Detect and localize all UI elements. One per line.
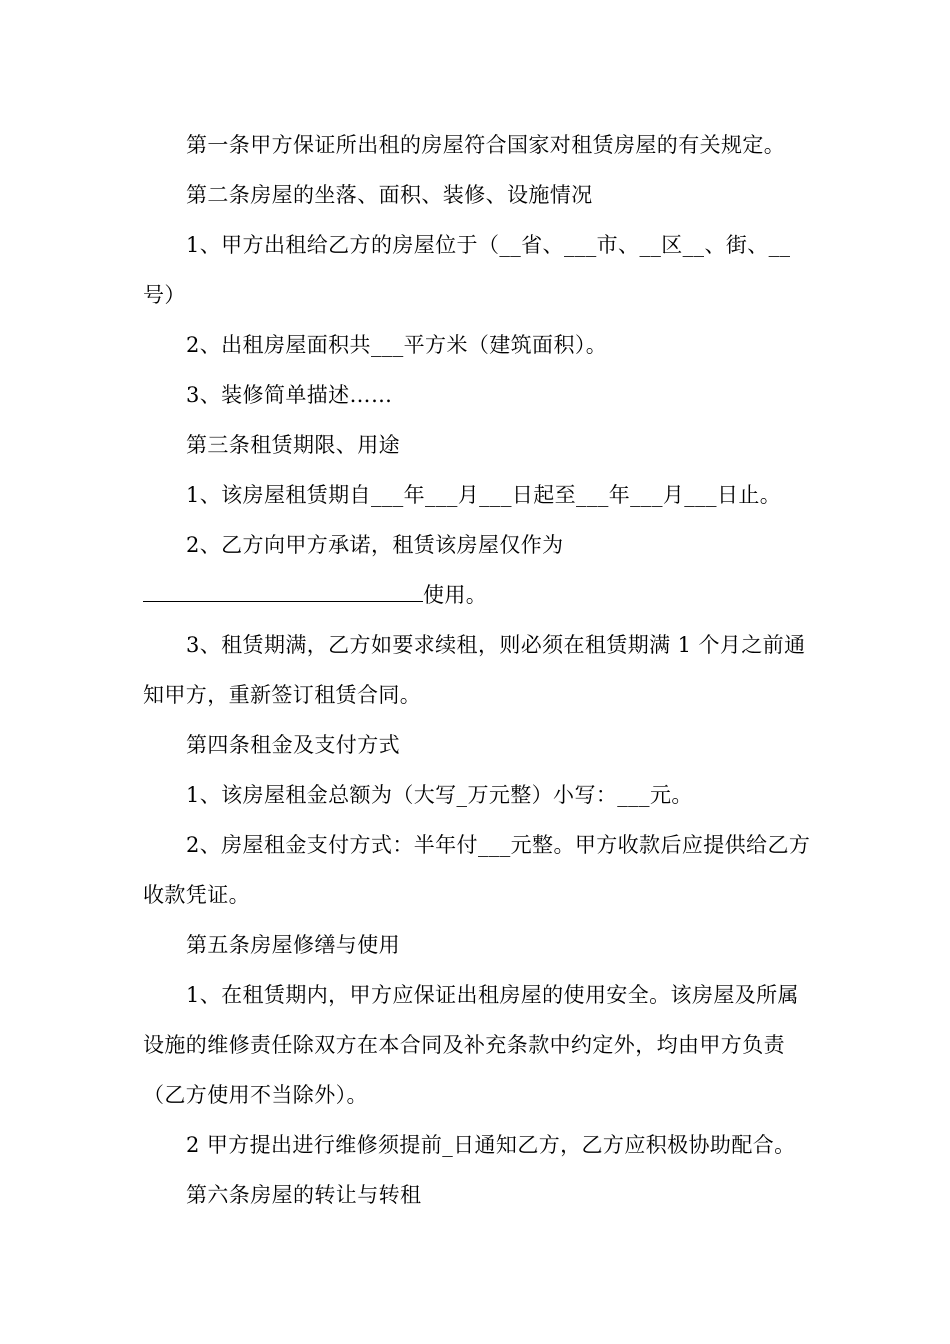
article-5-item-1-line-2: 设施的维修责任除双方在本合同及补充条款中约定外，均由甲方负责 (143, 1033, 785, 1057)
article-5-heading: 第五条房屋修缮与使用 (186, 933, 400, 957)
article-4-item-2-continued: 收款凭证。 (143, 883, 250, 907)
document-body (143, 120, 809, 1220)
article-2-item-3: 3、装修简单描述…… (186, 383, 393, 407)
article-4-item-2: 2、房屋租金支付方式：半年付___元整。甲方收款后应提供给乙方 (186, 833, 811, 857)
article-3-item-2: 2、乙方向甲方承诺，租赁该房屋仅作为 (186, 533, 564, 557)
article-6-heading: 第六条房屋的转让与转租 (186, 1183, 422, 1207)
article-3-item-3-continued: 知甲方，重新签订租赁合同。 (143, 683, 422, 707)
article-5-item-1-line-3: （乙方使用不当除外）。 (143, 1083, 368, 1107)
article-3-item-1: 1、该房屋租赁期自___年___月___日起至___年___月___日止。 (186, 483, 782, 507)
usage-blank-line (143, 583, 423, 602)
article-5-item-1: 1、在租赁期内，甲方应保证出租房屋的使用安全。该房屋及所属 (186, 983, 799, 1007)
article-4-item-1: 1、该房屋租金总额为（大写_万元整）小写：___元。 (186, 783, 693, 807)
article-4-heading: 第四条租金及支付方式 (186, 733, 400, 757)
article-3-item-2-continued (143, 570, 809, 620)
article-1-text: 第一条甲方保证所出租的房屋符合国家对租赁房屋的有关规定。 (186, 133, 786, 157)
usage-suffix: 使用。 (423, 583, 488, 607)
article-3-heading: 第三条租赁期限、用途 (186, 433, 400, 457)
article-2-heading: 第二条房屋的坐落、面积、装修、设施情况 (186, 183, 593, 207)
article-2-item-1: 1、甲方出租给乙方的房屋位于（__省、___市、__区__、街、__ (186, 233, 791, 257)
article-5-item-2: 2 甲方提出进行维修须提前_日通知乙方，乙方应积极协助配合。 (186, 1133, 796, 1157)
article-3-item-3: 3、租赁期满，乙方如要求续租，则必须在租赁期满 1 个月之前通 (186, 633, 806, 657)
article-2-item-1-continued: 号） (143, 283, 186, 307)
article-2-item-2: 2、出租房屋面积共___平方米（建筑面积）。 (186, 333, 608, 357)
